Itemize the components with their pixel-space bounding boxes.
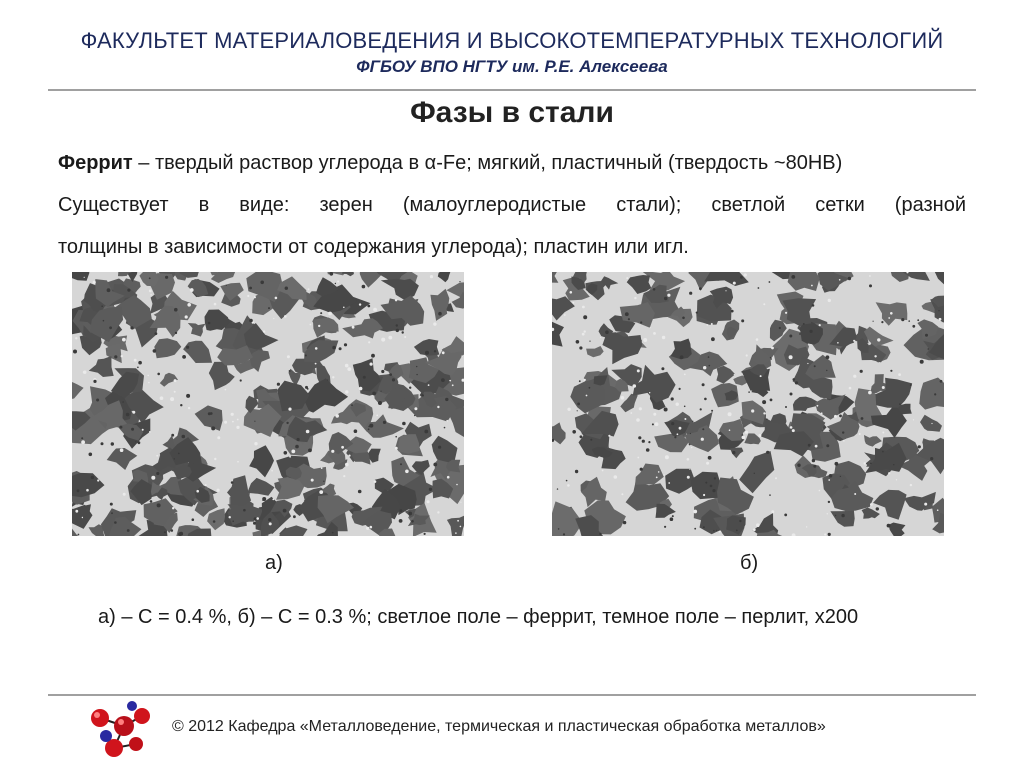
slide-title: Фазы в стали: [410, 96, 614, 129]
figure-caption: а) – С = 0.4 %, б) – С = 0.3 %; светлое поле – феррит, темное поле – перлит, х200: [98, 606, 859, 628]
figure-label-b: б): [740, 552, 759, 574]
micrograph-b-image: [552, 272, 944, 536]
header-divider: [48, 89, 976, 91]
footer-divider: [48, 694, 976, 696]
university-subtitle: ФГБОУ ВПО НГТУ им. Р.Е. Алексеева: [356, 57, 668, 76]
term-ferrite: Феррит: [58, 152, 133, 174]
micrograph-b: [552, 272, 944, 536]
forms-line: Существует в виде: зерен (малоуглеродистые стали); светлой сетки (разной: [58, 194, 966, 216]
definition-text: – твердый раствор углерода в α-Fe; мягкий, пластичный (твердость ~80НВ): [132, 152, 843, 174]
molecule-icon: [84, 698, 152, 762]
micrograph-a: [72, 272, 464, 536]
footer-copyright: © 2012 Кафедра «Металловедение, термическая и пластическая обработка металлов»: [172, 718, 826, 735]
figure-label-a: а): [265, 552, 283, 574]
micrograph-a-image: [72, 272, 464, 536]
definition-line: [58, 152, 966, 175]
forms-line-continued: толщины в зависимости от содержания углерода); пластин или игл.: [58, 236, 689, 258]
faculty-title: ФАКУЛЬТЕТ МАТЕРИАЛОВЕДЕНИЯ И ВЫСОКОТЕМПЕРАТУРНЫХ ТЕХНОЛОГИЙ: [80, 28, 944, 53]
